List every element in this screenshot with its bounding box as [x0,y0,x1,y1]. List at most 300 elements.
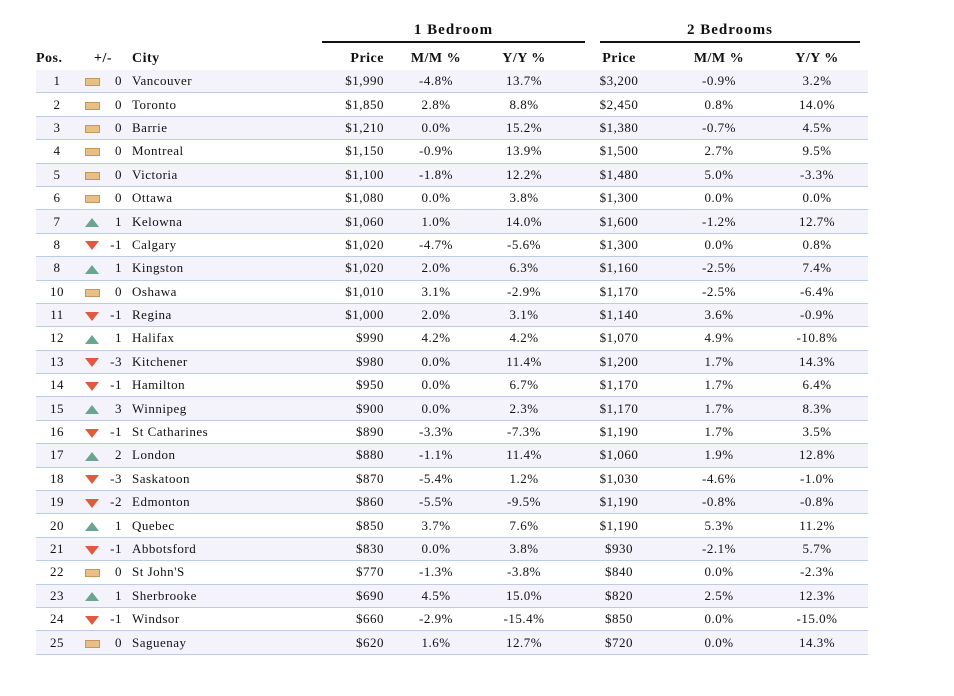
yy-1br-cell: 6.3% [482,257,566,280]
city-cell: Windsor [128,607,282,630]
table-row [36,350,868,373]
yy-2br-cell: -0.8% [766,491,868,514]
trend-cell [78,93,106,116]
mm-1br-cell: 1.0% [390,210,482,233]
price-2br-cell: $3,200 [566,70,672,93]
price-1br-cell: $1,990 [282,70,390,93]
pos-cell: 25 [36,631,78,654]
mm-1br-cell: 2.8% [390,93,482,116]
change-cell: 0 [106,561,128,584]
pos-cell: 2 [36,93,78,116]
pos-cell: 6 [36,186,78,209]
mm-2br-cell: 0.8% [672,93,766,116]
trend-up-icon [85,335,99,344]
change-cell: -1 [106,537,128,560]
price-2br-cell: $1,190 [566,514,672,537]
price-1br-cell: $880 [282,444,390,467]
trend-cell [78,280,106,303]
city-cell: Ottawa [128,186,282,209]
trend-flat-icon [85,195,100,203]
mm-2br-cell: -1.2% [672,210,766,233]
mm-2br-cell: 3.6% [672,303,766,326]
trend-cell [78,257,106,280]
mm-1br-cell: 0.0% [390,537,482,560]
change-cell: 0 [106,280,128,303]
change-cell: -3 [106,350,128,373]
table-row [36,444,868,467]
yy-1br-cell: 15.2% [482,116,566,139]
trend-cell [78,210,106,233]
yy-2br-cell: 3.2% [766,70,868,93]
trend-cell [78,140,106,163]
city-cell: Saskatoon [128,467,282,490]
price-2br-cell: $1,170 [566,397,672,420]
yy-1br-cell: 2.3% [482,397,566,420]
pos-cell: 23 [36,584,78,607]
city-cell: Quebec [128,514,282,537]
price-2br-cell: $840 [566,561,672,584]
mm-1br-cell: -1.8% [390,163,482,186]
yy-2br-cell: 12.3% [766,584,868,607]
yy-2br-cell: 6.4% [766,374,868,397]
price-1br-cell: $1,210 [282,116,390,139]
pos-cell: 10 [36,280,78,303]
change-cell: 1 [106,210,128,233]
col-header-yy-2br: Y/Y % [795,51,839,66]
pos-cell: 14 [36,374,78,397]
mm-1br-cell: 3.7% [390,514,482,537]
trend-down-icon [85,475,99,484]
mm-2br-cell: -0.8% [672,491,766,514]
price-2br-cell: $1,190 [566,420,672,443]
trend-cell [78,233,106,256]
trend-down-icon [85,241,99,250]
pos-cell: 17 [36,444,78,467]
yy-2br-cell: 11.2% [766,514,868,537]
mm-2br-cell: 5.3% [672,514,766,537]
city-cell: Vancouver [128,70,282,93]
mm-2br-cell: -2.5% [672,280,766,303]
city-cell: Kitchener [128,350,282,373]
price-1br-cell: $860 [282,491,390,514]
price-2br-cell: $1,060 [566,444,672,467]
yy-1br-cell: 14.0% [482,210,566,233]
pos-cell: 15 [36,397,78,420]
table-row [36,397,868,420]
col-header-yy-1br: Y/Y % [502,51,546,66]
trend-flat-icon [85,569,100,577]
trend-cell [78,607,106,630]
city-cell: Kingston [128,257,282,280]
price-1br-cell: $1,150 [282,140,390,163]
table-row [36,607,868,630]
yy-2br-cell: -15.0% [766,607,868,630]
trend-flat-icon [85,78,100,86]
mm-1br-cell: -0.9% [390,140,482,163]
mm-2br-cell: 0.0% [672,631,766,654]
yy-1br-cell: 3.8% [482,537,566,560]
mm-1br-cell: -2.9% [390,607,482,630]
yy-2br-cell: -0.9% [766,303,868,326]
trend-down-icon [85,358,99,367]
change-cell: 1 [106,257,128,280]
yy-2br-cell: -10.8% [766,327,868,350]
trend-cell [78,186,106,209]
pos-cell: 11 [36,303,78,326]
yy-1br-cell: 3.8% [482,186,566,209]
pos-cell: 8 [36,257,78,280]
price-2br-cell: $1,500 [566,140,672,163]
price-1br-cell: $900 [282,397,390,420]
trend-cell [78,631,106,654]
yy-1br-cell: 6.7% [482,374,566,397]
change-cell: 3 [106,397,128,420]
yy-2br-cell: 0.8% [766,233,868,256]
trend-down-icon [85,312,99,321]
price-2br-cell: $1,200 [566,350,672,373]
rent-ranking-table [36,48,868,655]
table-row [36,631,868,654]
trend-up-icon [85,218,99,227]
price-2br-cell: $1,030 [566,467,672,490]
change-cell: 2 [106,444,128,467]
yy-1br-cell: -2.9% [482,280,566,303]
trend-cell [78,584,106,607]
pos-cell: 1 [36,70,78,93]
trend-up-icon [85,592,99,601]
trend-cell [78,444,106,467]
mm-1br-cell: 0.0% [390,186,482,209]
mm-1br-cell: 0.0% [390,374,482,397]
table-row [36,420,868,443]
table-row [36,93,868,116]
city-cell: Montreal [128,140,282,163]
price-2br-cell: $1,300 [566,233,672,256]
mm-2br-cell: 0.0% [672,607,766,630]
mm-1br-cell: -4.8% [390,70,482,93]
yy-2br-cell: -6.4% [766,280,868,303]
table-row [36,280,868,303]
trend-cell [78,350,106,373]
pos-cell: 5 [36,163,78,186]
mm-2br-cell: 5.0% [672,163,766,186]
group-rule-two-bedrooms [600,41,860,43]
yy-2br-cell: 9.5% [766,140,868,163]
yy-1br-cell: -3.8% [482,561,566,584]
trend-cell [78,491,106,514]
mm-2br-cell: 0.0% [672,186,766,209]
yy-2br-cell: 14.3% [766,631,868,654]
column-header-row [36,48,868,70]
yy-1br-cell: 7.6% [482,514,566,537]
trend-up-icon [85,265,99,274]
col-header-price-2br: Price [602,51,636,66]
table-row [36,561,868,584]
city-cell: St John'S [128,561,282,584]
pos-cell: 22 [36,561,78,584]
mm-2br-cell: 1.7% [672,374,766,397]
price-1br-cell: $830 [282,537,390,560]
table-row [36,70,868,93]
change-cell: 0 [106,186,128,209]
trend-flat-icon [85,148,100,156]
mm-1br-cell: 3.1% [390,280,482,303]
trend-cell [78,420,106,443]
pos-cell: 3 [36,116,78,139]
change-cell: 0 [106,631,128,654]
price-1br-cell: $1,020 [282,233,390,256]
price-1br-cell: $1,000 [282,303,390,326]
price-2br-cell: $1,300 [566,186,672,209]
change-cell: 0 [106,93,128,116]
mm-2br-cell: 1.7% [672,420,766,443]
table-row [36,186,868,209]
trend-cell [78,303,106,326]
trend-cell [78,514,106,537]
yy-2br-cell: 4.5% [766,116,868,139]
mm-2br-cell: 1.9% [672,444,766,467]
yy-1br-cell: 12.2% [482,163,566,186]
price-2br-cell: $930 [566,537,672,560]
pos-cell: 7 [36,210,78,233]
col-header-city: City [132,51,160,66]
yy-2br-cell: 12.7% [766,210,868,233]
pos-cell: 19 [36,491,78,514]
trend-cell [78,327,106,350]
trend-flat-icon [85,172,100,180]
price-2br-cell: $1,190 [566,491,672,514]
trend-cell [78,537,106,560]
mm-1br-cell: 0.0% [390,397,482,420]
yy-1br-cell: 11.4% [482,444,566,467]
mm-2br-cell: -2.1% [672,537,766,560]
city-cell: Victoria [128,163,282,186]
trend-flat-icon [85,125,100,133]
city-cell: St Catharines [128,420,282,443]
yy-1br-cell: 15.0% [482,584,566,607]
mm-1br-cell: 4.5% [390,584,482,607]
city-cell: London [128,444,282,467]
yy-2br-cell: 14.0% [766,93,868,116]
price-1br-cell: $620 [282,631,390,654]
mm-1br-cell: 0.0% [390,350,482,373]
price-2br-cell: $850 [566,607,672,630]
yy-2br-cell: 7.4% [766,257,868,280]
yy-1br-cell: -5.6% [482,233,566,256]
price-2br-cell: $1,160 [566,257,672,280]
pos-cell: 18 [36,467,78,490]
city-cell: Edmonton [128,491,282,514]
group-rule-one-bedroom [322,41,585,43]
yy-2br-cell: 3.5% [766,420,868,443]
trend-cell [78,116,106,139]
city-cell: Hamilton [128,374,282,397]
price-2br-cell: $1,380 [566,116,672,139]
change-cell: 0 [106,70,128,93]
change-cell: -1 [106,374,128,397]
table-row [36,537,868,560]
mm-1br-cell: -5.4% [390,467,482,490]
table-row [36,467,868,490]
price-1br-cell: $660 [282,607,390,630]
price-2br-cell: $1,140 [566,303,672,326]
mm-2br-cell: 0.0% [672,561,766,584]
city-cell: Calgary [128,233,282,256]
mm-1br-cell: 2.0% [390,257,482,280]
city-cell: Saguenay [128,631,282,654]
price-2br-cell: $2,450 [566,93,672,116]
price-1br-cell: $980 [282,350,390,373]
yy-2br-cell: -1.0% [766,467,868,490]
pos-cell: 20 [36,514,78,537]
yy-2br-cell: 8.3% [766,397,868,420]
table-row [36,233,868,256]
mm-1br-cell: -5.5% [390,491,482,514]
mm-1br-cell: -1.3% [390,561,482,584]
price-1br-cell: $1,850 [282,93,390,116]
mm-2br-cell: 4.9% [672,327,766,350]
table-row [36,514,868,537]
table-body [36,70,868,654]
table-row [36,210,868,233]
yy-1br-cell: 13.7% [482,70,566,93]
yy-1br-cell: 3.1% [482,303,566,326]
price-1br-cell: $850 [282,514,390,537]
pos-cell: 12 [36,327,78,350]
mm-2br-cell: 0.0% [672,233,766,256]
yy-2br-cell: 12.8% [766,444,868,467]
price-1br-cell: $890 [282,420,390,443]
yy-1br-cell: 1.2% [482,467,566,490]
city-cell: Abbotsford [128,537,282,560]
mm-1br-cell: 0.0% [390,116,482,139]
city-cell: Halifax [128,327,282,350]
price-2br-cell: $720 [566,631,672,654]
price-1br-cell: $1,020 [282,257,390,280]
trend-flat-icon [85,102,100,110]
col-header-pos: Pos. [36,51,63,66]
mm-1br-cell: 4.2% [390,327,482,350]
col-header-price-1br: Price [350,51,384,66]
city-cell: Sherbrooke [128,584,282,607]
group-header-two-bedrooms: 2 Bedrooms [687,22,773,38]
yy-2br-cell: -2.3% [766,561,868,584]
table-row [36,374,868,397]
pos-cell: 8 [36,233,78,256]
price-1br-cell: $1,080 [282,186,390,209]
mm-1br-cell: 2.0% [390,303,482,326]
trend-down-icon [85,546,99,555]
table-row [36,116,868,139]
trend-cell [78,374,106,397]
mm-2br-cell: 1.7% [672,350,766,373]
price-2br-cell: $1,600 [566,210,672,233]
yy-2br-cell: 0.0% [766,186,868,209]
trend-down-icon [85,499,99,508]
change-cell: -1 [106,607,128,630]
yy-1br-cell: 11.4% [482,350,566,373]
mm-2br-cell: -0.7% [672,116,766,139]
mm-2br-cell: -0.9% [672,70,766,93]
price-1br-cell: $990 [282,327,390,350]
trend-cell [78,163,106,186]
yy-1br-cell: 12.7% [482,631,566,654]
trend-cell [78,397,106,420]
price-1br-cell: $1,100 [282,163,390,186]
city-cell: Kelowna [128,210,282,233]
table-row [36,140,868,163]
change-cell: 1 [106,584,128,607]
change-cell: -1 [106,233,128,256]
yy-2br-cell: 5.7% [766,537,868,560]
price-2br-cell: $1,070 [566,327,672,350]
change-cell: -3 [106,467,128,490]
col-header-mm-1br: M/M % [410,51,462,66]
mm-2br-cell: 2.5% [672,584,766,607]
change-cell: 1 [106,514,128,537]
trend-cell [78,467,106,490]
yy-1br-cell: 13.9% [482,140,566,163]
price-2br-cell: $1,170 [566,280,672,303]
mm-1br-cell: -3.3% [390,420,482,443]
table-row [36,257,868,280]
table-row [36,327,868,350]
pos-cell: 13 [36,350,78,373]
table-row [36,163,868,186]
trend-cell [78,561,106,584]
mm-1br-cell: -1.1% [390,444,482,467]
price-1br-cell: $1,060 [282,210,390,233]
change-cell: -2 [106,491,128,514]
city-cell: Winnipeg [128,397,282,420]
pos-cell: 24 [36,607,78,630]
table-row [36,584,868,607]
table-row [36,303,868,326]
change-cell: 0 [106,140,128,163]
trend-down-icon [85,616,99,625]
city-cell: Oshawa [128,280,282,303]
change-cell: 1 [106,327,128,350]
mm-2br-cell: 2.7% [672,140,766,163]
city-cell: Regina [128,303,282,326]
city-cell: Toronto [128,93,282,116]
trend-down-icon [85,429,99,438]
mm-1br-cell: -4.7% [390,233,482,256]
yy-2br-cell: -3.3% [766,163,868,186]
price-1br-cell: $770 [282,561,390,584]
group-header-one-bedroom: 1 Bedroom [413,22,494,38]
mm-2br-cell: -2.5% [672,257,766,280]
pos-cell: 21 [36,537,78,560]
price-1br-cell: $690 [282,584,390,607]
trend-cell [78,70,106,93]
yy-1br-cell: 4.2% [482,327,566,350]
yy-1br-cell: -7.3% [482,420,566,443]
mm-1br-cell: 1.6% [390,631,482,654]
price-2br-cell: $1,170 [566,374,672,397]
yy-1br-cell: -9.5% [482,491,566,514]
change-cell: -1 [106,420,128,443]
price-1br-cell: $870 [282,467,390,490]
yy-2br-cell: 14.3% [766,350,868,373]
trend-up-icon [85,452,99,461]
price-2br-cell: $1,480 [566,163,672,186]
yy-1br-cell: 8.8% [482,93,566,116]
change-cell: 0 [106,116,128,139]
price-1br-cell: $950 [282,374,390,397]
price-1br-cell: $1,010 [282,280,390,303]
price-2br-cell: $820 [566,584,672,607]
